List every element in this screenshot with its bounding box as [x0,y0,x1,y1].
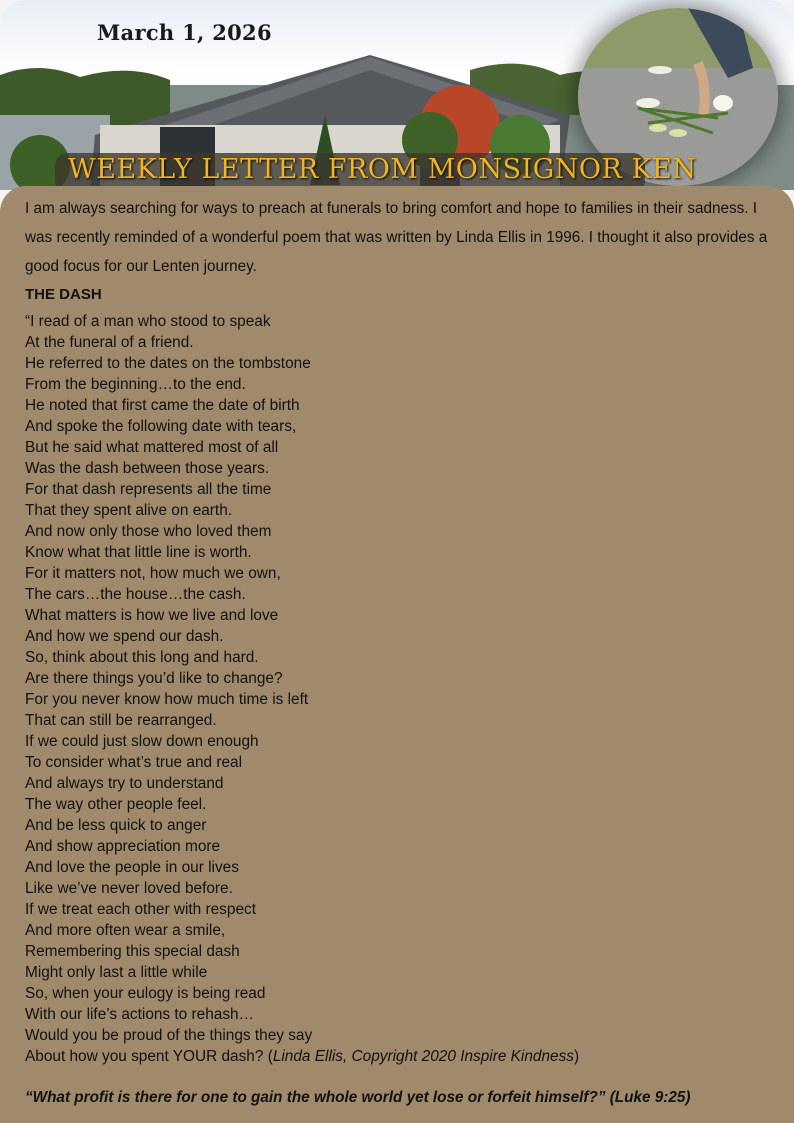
poem-line: “I read of a man who stood to speak [25,313,271,330]
poem-heading: THE DASH [25,286,102,303]
poem-line: If we treat each other with respect [25,901,256,918]
poem-line: At the funeral of a friend. [25,334,194,351]
poem-line: To consider what’s true and real [25,754,243,771]
poem-line: So, when your eulogy is being read [25,985,266,1002]
poem-last-line [25,1046,579,1067]
poem-line: And always try to understand [25,775,224,792]
poem-line: With our life’s actions to rehash… [25,1006,254,1023]
poem-line: Are there things you’d like to change? [25,670,283,687]
poem-line: For you never know how much time is left [25,691,309,708]
poem-line: And be less quick to anger [25,817,207,834]
poem-line: And show appreciation more [25,838,221,855]
poem-line: And more often wear a smile, [25,922,226,939]
poem-line: The way other people feel. [25,796,207,813]
poem-text [25,311,579,1067]
scripture-quote: “What profit is there for one to gain the whole world yet lose or forfeit himself?” (Luke 9:25) [25,1089,691,1106]
poem-line: From the beginning…to the end. [25,376,246,393]
letter-title: WEEKLY LETTER FROM MONSIGNOR KEN [68,154,697,185]
poem-line: And spoke the following date with tears, [25,418,297,435]
poem-line: Would you be proud of the things they say [25,1027,313,1044]
poem-line: And how we spend our dash. [25,628,224,645]
poem-line: If we could just slow down enough [25,733,259,750]
poem-line: Was the dash between those years. [25,460,270,477]
poem-line: Like we’ve never loved before. [25,880,233,897]
intro-paragraph: I am always searching for ways to preach at funerals to bring comfort and hope to families in their sadness. I was recently reminded of a wonderful poem that was written by Linda Ellis in 1996. I thought it also provides a good focus for our Lenten journey. [25,200,768,275]
poem-line: And now only those who loved them [25,523,272,540]
poem-line: Remembering this special dash [25,943,240,960]
poem-line: For that dash represents all the time [25,481,272,498]
poem-credit: Linda Ellis, Copyright 2020 Inspire Kindness [272,1048,574,1065]
header-banner [0,0,794,190]
poem-line: For it matters not, how much we own, [25,565,281,582]
poem-last-line-text: About how you spent YOUR dash? ( [25,1048,273,1065]
poem-line: The cars…the house…the cash. [25,586,246,603]
poem-line: And love the people in our lives [25,859,239,876]
poem-line: That they spent alive on earth. [25,502,233,519]
poem-credit-close: ) [573,1048,580,1065]
poem-line: So, think about this long and hard. [25,649,259,666]
poem-line: He noted that first came the date of birth [25,397,300,414]
poem-line: But he said what mattered most of all [25,439,279,456]
poem-line: What matters is how we live and love [25,607,279,624]
poem-line: Know what that little line is worth. [25,544,252,561]
letter-date: March 1, 2026 [97,20,272,45]
poem-line: He referred to the dates on the tombstone [25,355,311,372]
poem-line: That can still be rearranged. [25,712,217,729]
poem-line: Might only last a little while [25,964,208,981]
